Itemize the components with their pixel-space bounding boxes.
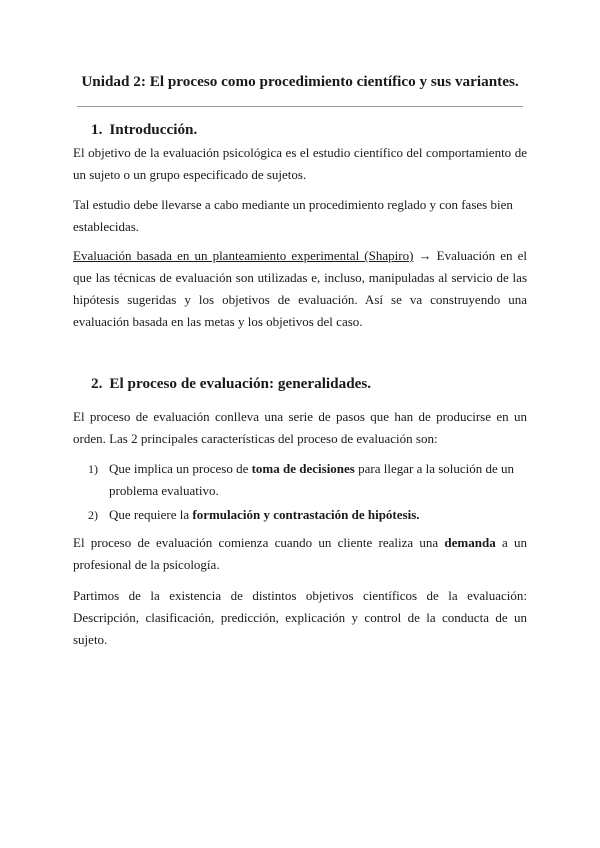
section-1-paragraph-3 [73, 245, 527, 333]
list-item [88, 504, 527, 526]
list-item-bold: toma de decisiones [251, 461, 355, 476]
document-title: Unidad 2: El proceso como procedimiento científico y sus variantes. [81, 73, 519, 90]
paragraph-text: El proceso de evaluación comienza cuando un cliente realiza una [73, 535, 445, 550]
section-1-heading [91, 120, 197, 140]
section-2-paragraph-3: Partimos de la existencia de distintos objetivos científicos de la evaluación: Descripción, clasificación, predicción, explicación y control de la conducta de un sujeto. [73, 588, 527, 647]
section-1-paragraph-3-text: Evaluación en el que las técnicas de evaluación son utilizadas e, incluso, manipuladas al servicio de las hipótesis sugeridas y los objetivos de evaluación. Así se va construyendo una evaluación basada en las metas y los objetivos del caso. [73, 248, 527, 329]
list-item-text: Que requiere la [109, 507, 193, 522]
list-item-bold: formulación y contrastación de hipótesis. [192, 507, 420, 522]
section-2-number: 2. [91, 375, 103, 392]
paragraph-text-end: a un profesional de la psicología. [73, 535, 527, 572]
arrow-symbol: → [413, 248, 437, 263]
section-2-title: El proceso de evaluación: generalidades. [109, 375, 372, 392]
list-item [88, 458, 527, 502]
title-divider [77, 106, 523, 107]
section-2-heading [91, 374, 371, 394]
section-2-paragraph-1: El proceso de evaluación conlleva una serie de pasos que han de producirse en un orden. Las 2 principales características del proceso de evaluación son: [73, 409, 527, 446]
list-item-text: Que implica un proceso de [109, 461, 252, 476]
list-marker: 1) [88, 462, 98, 476]
section-1-paragraph-2: Tal estudio debe llevarse a cabo mediante un procedimiento reglado y con fases bien establecidas. [73, 197, 513, 234]
section-1-title: Introducción. [109, 121, 198, 138]
characteristics-list [88, 458, 527, 528]
section-2-paragraph-2 [73, 532, 527, 576]
list-item-text-end: para llegar a la solución de un problema evaluativo. [109, 461, 515, 498]
list-marker: 2) [88, 508, 98, 522]
section-1-number: 1. [91, 121, 103, 138]
section-1-paragraph-1: El objetivo de la evaluación psicológica es el estudio científico del comportamiento de un sujeto o un grupo especificado de sujetos. [73, 145, 527, 182]
demanda-term: demanda [444, 535, 496, 550]
shapiro-reference: Evaluación basada en un planteamiento experimental (Shapiro) [73, 248, 414, 263]
